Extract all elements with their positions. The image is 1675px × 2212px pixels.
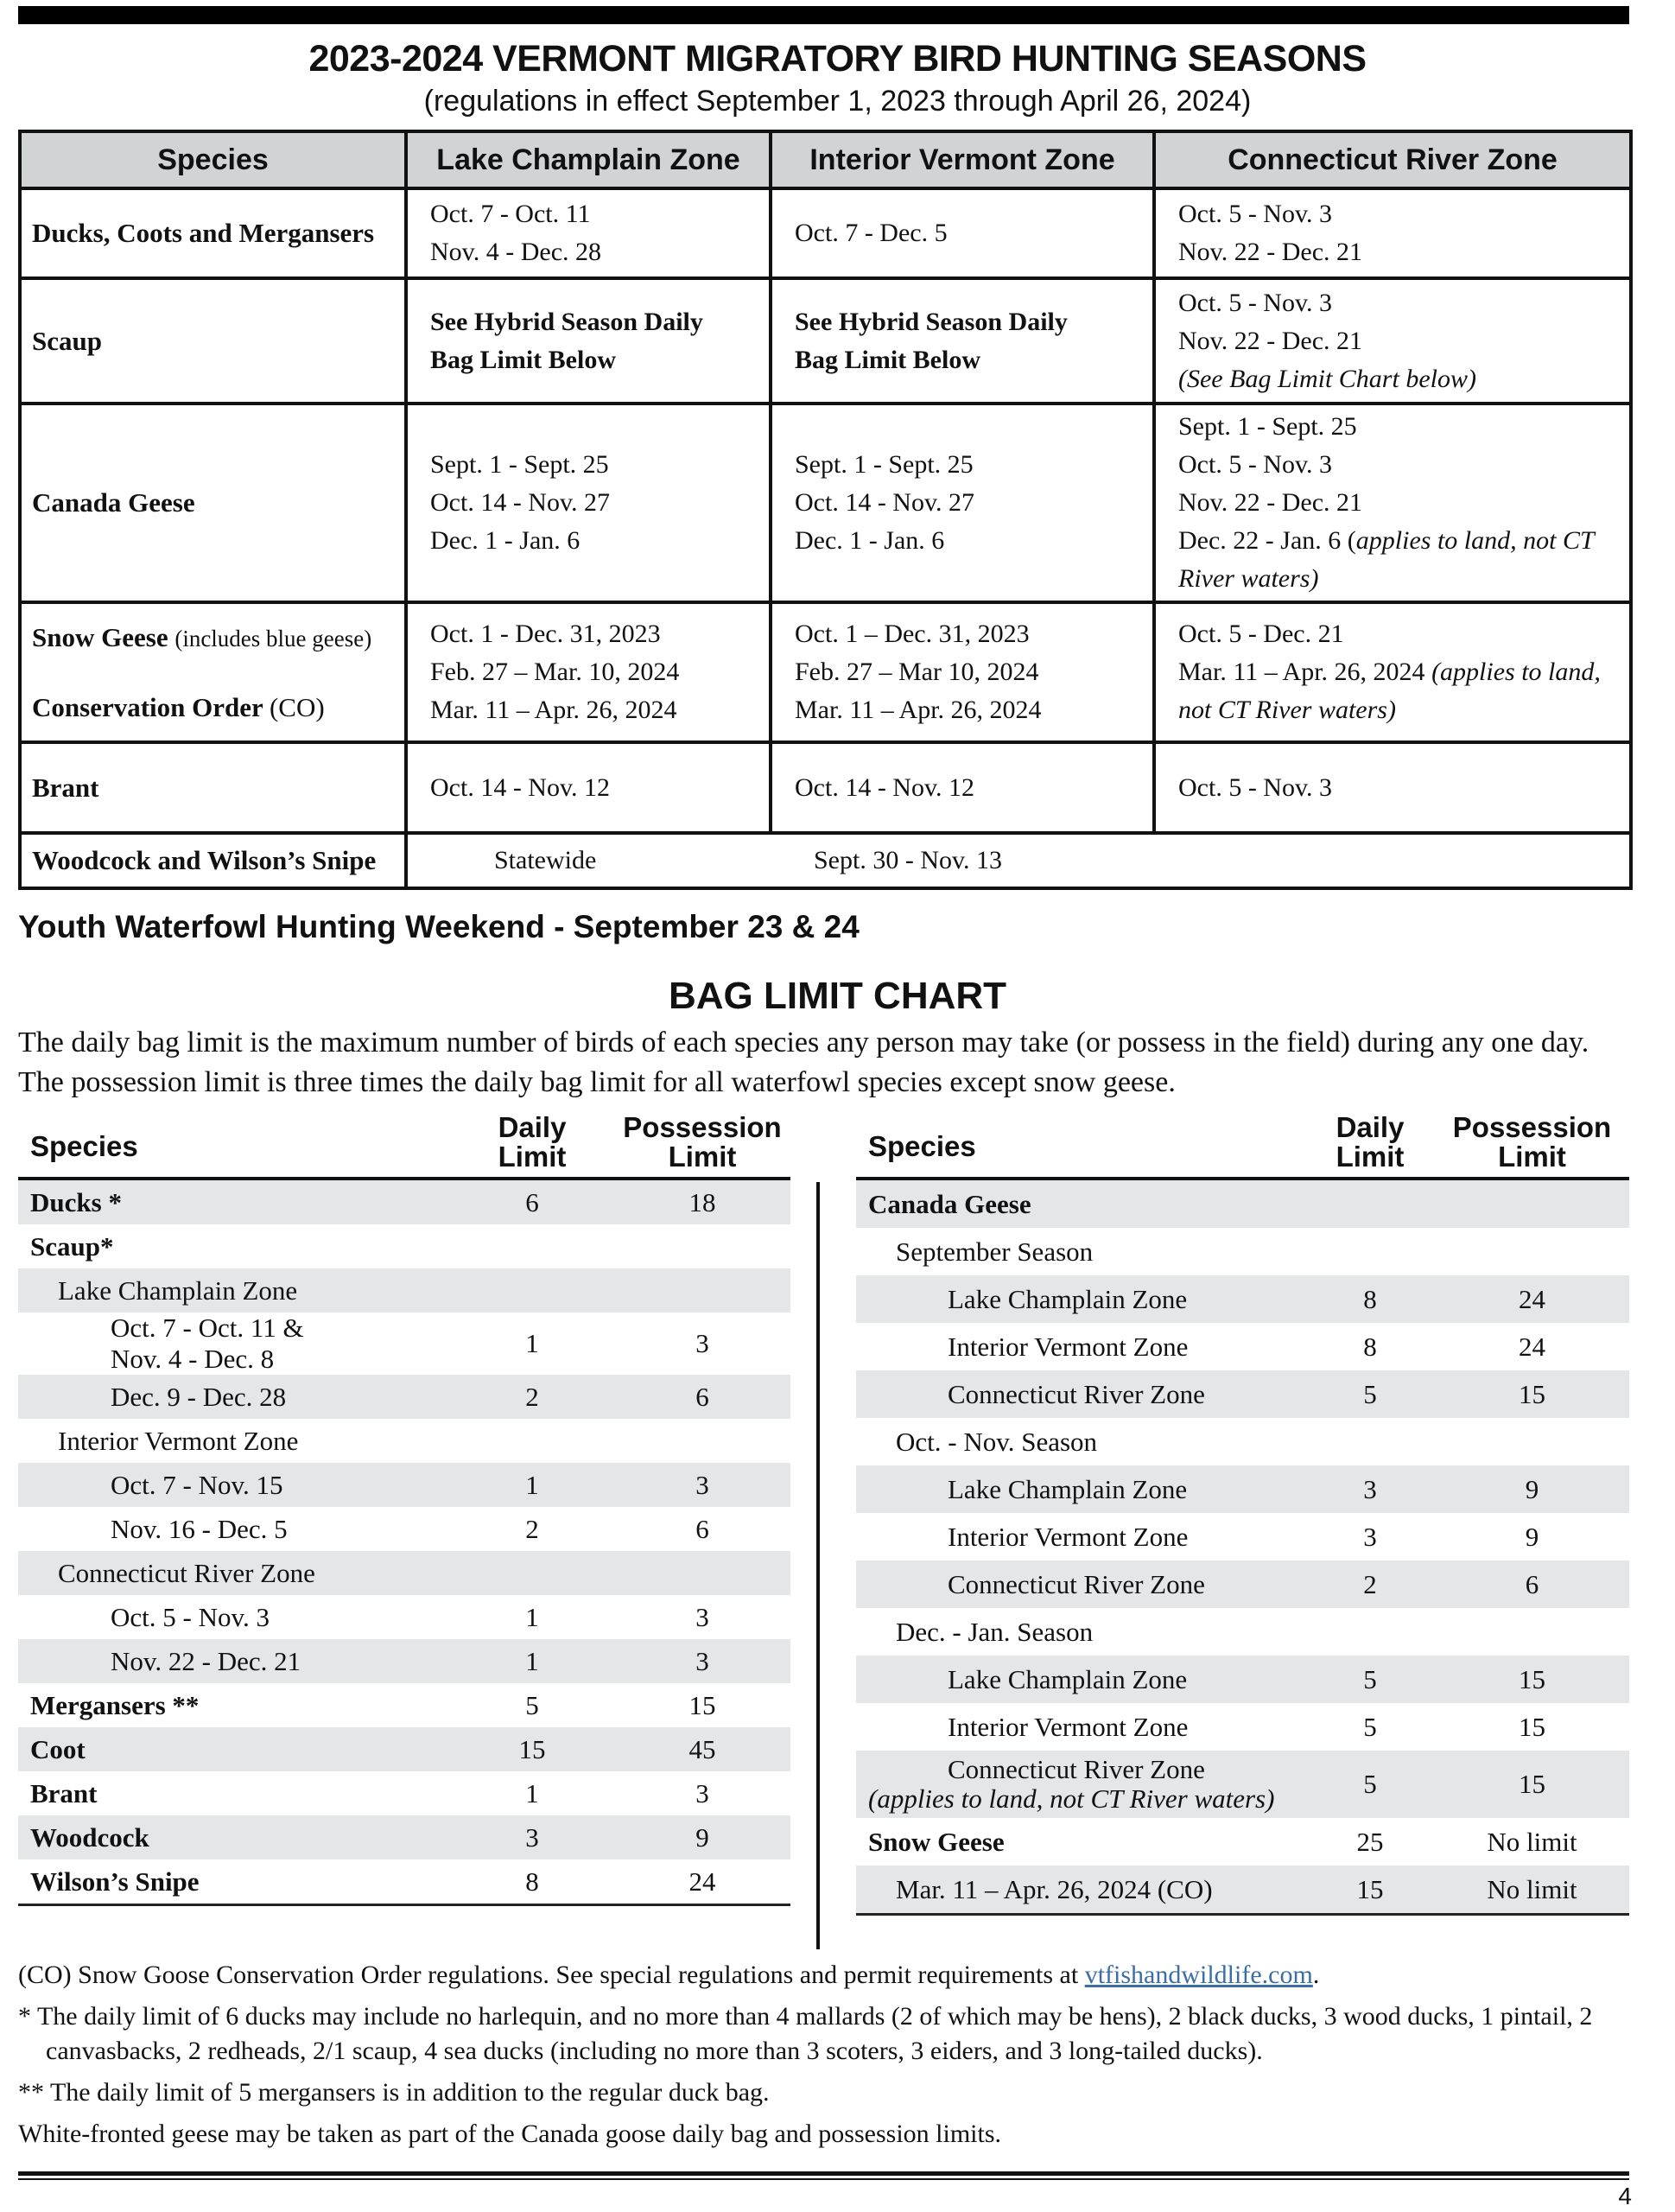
bag-species-cell: Lake Champlain Zone (856, 1656, 1305, 1703)
daily-limit-cell (1305, 1608, 1435, 1656)
bag-row (856, 1866, 1629, 1915)
possession-limit-cell: 15 (688, 1689, 716, 1720)
date-range: Oct. 5 - Nov. 3 (1178, 288, 1333, 317)
daily-limit-cell: 2 (1305, 1560, 1435, 1608)
punctuation: . (1312, 1961, 1320, 1989)
date-range: Mar. 11 – Apr. 26, 2024 (430, 696, 677, 724)
species-name (32, 619, 404, 658)
seasons-table (18, 130, 1633, 890)
possession-limit-cell (1435, 1228, 1629, 1275)
possession-limit-cell (1435, 1608, 1629, 1656)
bag-row (856, 1370, 1629, 1418)
daily-limit-cell (450, 1419, 614, 1463)
daily-limit-cell (1305, 1418, 1435, 1465)
bag-row (18, 1639, 790, 1683)
bag-species-cell: Connecticut River Zone (856, 1370, 1305, 1418)
possession-limit-cell (1435, 1179, 1629, 1228)
land-only-note: (applies to land, not CT River waters) (1178, 658, 1601, 724)
daily-limit-cell: 25 (1356, 1826, 1384, 1857)
bag-species-cell: Ducks * (18, 1179, 450, 1224)
column-header-interior-vermont: Interior Vermont Zone (771, 131, 1154, 188)
column-divider (816, 1182, 820, 1949)
bag-row (18, 1507, 790, 1551)
daily-limit-cell: 1 (450, 1463, 614, 1507)
bag-limit-reference: (See Bag Limit Chart below) (1178, 364, 1476, 393)
lake-champlain-cell (406, 404, 771, 602)
daily-limit-cell (1305, 1179, 1435, 1228)
possession-limit-cell (614, 1551, 790, 1595)
species-cell: Brant (20, 742, 406, 833)
header-line: Daily (498, 1111, 567, 1143)
date-range: Nov. 22 - Dec. 21 (1178, 488, 1363, 517)
possession-limit-cell: 3 (695, 1777, 709, 1808)
daily-limit-cell: 5 (1305, 1656, 1435, 1703)
bag-species-cell: Connecticut River Zone (18, 1551, 450, 1595)
possession-limit-cell: 3 (695, 1328, 709, 1358)
species-cell: Woodcock and Wilson’s Snipe (20, 833, 406, 888)
lake-champlain-cell (406, 602, 771, 742)
bag-row (18, 1463, 790, 1507)
possession-limit-cell: 15 (1435, 1656, 1629, 1703)
bag-row (856, 1418, 1629, 1465)
bottom-rule (18, 2171, 1629, 2176)
possession-limit-cell: 24 (1519, 1331, 1545, 1362)
bag-limit-table-geese (856, 1113, 1629, 1916)
bag-row (18, 1179, 790, 1224)
bag-row (18, 1771, 790, 1815)
bag-species-cell: Interior Vermont Zone (948, 1331, 1189, 1362)
bag-row (18, 1313, 790, 1375)
date-range: Oct. 5 - Nov. 3 (1178, 772, 1333, 802)
daily-limit-cell: 5 (1363, 1711, 1377, 1742)
footnotes (18, 1955, 1642, 2155)
ducks-footnote: * The daily limit of 6 ducks may include no harlequin, and no more than 4 mallards (2 of which may be hens), 2 black ducks, 3 wood ducks, 1 pintail, 2 canvasbacks, 2 redheads, 2/1 scaup, 4 sea ducks (including no more than 3 scoters, 3 eiders, and 3 long-tailed ducks). (18, 2002, 1593, 2065)
bag-table-body (18, 1179, 790, 1905)
daily-limit-cell: 5 (1305, 1751, 1435, 1818)
daily-limit-cell: 8 (1363, 1331, 1377, 1362)
possession-limit-cell: 45 (614, 1727, 790, 1771)
bag-row (18, 1268, 790, 1313)
date-range: Oct. 14 - Nov. 12 (795, 772, 975, 802)
species-cell: Scaup (20, 278, 406, 404)
date-range: Oct. 1 – Dec. 31, 2023 (795, 620, 1030, 648)
youth-weekend-heading: Youth Waterfowl Hunting Weekend - September 23 & 24 (18, 909, 860, 944)
header-line: Limit (668, 1141, 737, 1173)
bag-species-cell: Mergansers ** (30, 1689, 200, 1720)
lake-champlain-cell (406, 188, 771, 278)
bag-species-cell: Dec. 9 - Dec. 28 (18, 1375, 450, 1419)
bag-species-cell: Oct. 5 - Nov. 3 (111, 1601, 270, 1632)
interior-vermont-cell (771, 188, 1154, 278)
bag-row (856, 1560, 1629, 1608)
header-line: Possession (623, 1111, 782, 1143)
daily-limit-cell: 8 (1305, 1275, 1435, 1323)
species-name (32, 689, 404, 727)
species-cell: Ducks, Coots and Mergansers (20, 188, 406, 278)
daily-limit-cell: 8 (450, 1859, 614, 1905)
bottom-rule-thin (18, 2178, 1629, 2180)
daily-limit-cell: 3 (450, 1815, 614, 1859)
header-line: Daily (1336, 1111, 1405, 1143)
header-line: Limit (1336, 1141, 1405, 1173)
table-row (20, 404, 1631, 602)
statewide-cell (406, 833, 1631, 888)
possession-limit-cell: 24 (1435, 1275, 1629, 1323)
possession-limit-cell: 6 (1435, 1560, 1629, 1608)
header-line: Possession (1452, 1111, 1612, 1143)
daily-limit-cell: 3 (1305, 1465, 1435, 1513)
bag-species-cell: Canada Geese (856, 1179, 1305, 1228)
page-number: 4 (1618, 2183, 1632, 2209)
bag-row (18, 1375, 790, 1419)
table-row (20, 602, 1631, 742)
possession-limit-cell: 9 (1435, 1465, 1629, 1513)
date-range-with-note (1178, 522, 1629, 598)
date-range: Oct. 7 - Dec. 5 (795, 219, 948, 247)
bag-row (18, 1224, 790, 1268)
bag-species-cell: Coot (18, 1727, 450, 1771)
bag-table-body (856, 1179, 1629, 1915)
hybrid-season-note: See Hybrid Season Daily (795, 307, 1068, 336)
date-range: Nov. 22 - Dec. 21 (1178, 326, 1363, 355)
possession-limit-cell: 24 (614, 1859, 790, 1905)
daily-limit-cell: 5 (525, 1689, 539, 1720)
bag-species-cell: Scaup* (30, 1230, 114, 1262)
lake-champlain-cell (406, 742, 771, 833)
interior-vermont-cell (771, 742, 1154, 833)
daily-limit-cell: 3 (1363, 1521, 1377, 1552)
date-range: Oct. 14 - Nov. 27 (795, 488, 975, 517)
possession-limit-cell: 6 (695, 1513, 709, 1544)
column-header-daily-limit (450, 1113, 614, 1179)
daily-limit-cell: 1 (525, 1601, 539, 1632)
statewide-label: Statewide (494, 846, 597, 874)
bag-row (856, 1608, 1629, 1656)
daily-limit-cell (450, 1551, 614, 1595)
bag-row (856, 1818, 1629, 1866)
bag-row (856, 1751, 1629, 1818)
date-range: Oct. 5 - Dec. 21 (1178, 620, 1344, 648)
species-note: (CO) (269, 691, 325, 722)
daily-limit-cell: 2 (450, 1375, 614, 1419)
hybrid-season-note: See Hybrid Season Daily (430, 307, 703, 336)
bag-species-cell: Lake Champlain Zone (18, 1268, 450, 1313)
hybrid-season-note: Bag Limit Below (795, 345, 980, 374)
bag-row (856, 1513, 1629, 1560)
date-range: Oct. 5 - Nov. 3 (1178, 200, 1333, 228)
species-label: Snow Geese (32, 621, 168, 652)
bag-row (18, 1859, 790, 1905)
bag-species-cell: Woodcock (18, 1815, 450, 1859)
date-range: Nov. 22 - Dec. 21 (1178, 238, 1363, 266)
possession-limit-cell: 6 (614, 1375, 790, 1419)
possession-limit-cell: 9 (614, 1815, 790, 1859)
connecticut-river-cell (1154, 278, 1631, 404)
date-range: Sept. 1 - Sept. 25 (795, 450, 974, 479)
bag-species-cell: Nov. 22 - Dec. 21 (18, 1639, 450, 1683)
bag-row (18, 1815, 790, 1859)
bag-row (856, 1228, 1629, 1275)
daily-limit-cell: 15 (450, 1727, 614, 1771)
bag-row (18, 1551, 790, 1595)
date-range: Dec. 1 - Jan. 6 (795, 526, 945, 555)
date-range: Nov. 4 - Dec. 8 (111, 1344, 275, 1374)
bag-header-row (856, 1113, 1629, 1179)
daily-limit-cell (450, 1224, 614, 1268)
bag-row (18, 1419, 790, 1463)
bag-row (856, 1703, 1629, 1751)
bag-limit-title: BAG LIMIT CHART (668, 975, 1007, 1017)
bag-row (18, 1727, 790, 1771)
possession-limit-cell (614, 1268, 790, 1313)
co-footnote-text: (CO) Snow Goose Conservation Order regulations. See special regulations and permit requirements at (18, 1961, 1085, 1989)
possession-limit-cell: 3 (614, 1639, 790, 1683)
date-range: Mar. 11 – Apr. 26, 2024 (795, 696, 1042, 724)
bag-species-cell: Interior Vermont Zone (948, 1521, 1189, 1552)
lake-champlain-cell (406, 278, 771, 404)
possession-limit-cell: 9 (1525, 1521, 1539, 1552)
bag-limit-intro: The daily bag limit is the maximum number of birds of each species any person may take (or possess in the field) during any one day. The possession limit is three times the daily bag limit for all waterfowl species except snow geese. (18, 1027, 1589, 1098)
interior-vermont-cell (771, 278, 1154, 404)
possession-limit-cell: 15 (1435, 1751, 1629, 1818)
daily-limit-cell (1305, 1228, 1435, 1275)
spacer (32, 658, 404, 689)
bag-limit-table-ducks (18, 1113, 790, 1906)
date-range: Feb. 27 – Mar. 10, 2024 (430, 658, 680, 686)
bag-row (18, 1595, 790, 1639)
column-header-species: Species (856, 1113, 1305, 1179)
bag-row (856, 1275, 1629, 1323)
date-range: Mar. 11 – Apr. 26, 2024 (1178, 658, 1432, 686)
interior-vermont-cell (771, 602, 1154, 742)
bag-species-cell: Mar. 11 – Apr. 26, 2024 (CO) (856, 1866, 1305, 1915)
column-header-daily-limit (1305, 1113, 1435, 1179)
zone-label: Connecticut River Zone (948, 1754, 1205, 1784)
bag-row (856, 1323, 1629, 1370)
date-range: Oct. 7 - Oct. 11 (430, 200, 591, 228)
connecticut-river-cell (1154, 188, 1631, 278)
possession-limit-cell (1435, 1418, 1629, 1465)
date-range: Sept. 30 - Nov. 13 (814, 846, 1003, 874)
header-line: Limit (1498, 1141, 1566, 1173)
column-header-possession-limit (614, 1113, 790, 1179)
bag-row (856, 1656, 1629, 1703)
bag-species-cell (18, 1313, 450, 1375)
land-only-note: applies to land, not CT River waters) (1178, 526, 1595, 593)
bag-species-cell: Interior Vermont Zone (948, 1711, 1189, 1742)
table-row (20, 188, 1631, 278)
land-only-note: (applies to land, not CT River waters) (868, 1783, 1275, 1814)
date-range: Oct. 7 - Oct. 11 & (111, 1313, 304, 1343)
date-range: Feb. 27 – Mar 10, 2024 (795, 658, 1039, 686)
daily-limit-cell: 5 (1305, 1370, 1435, 1418)
possession-limit-cell (614, 1224, 790, 1268)
date-range: Oct. 14 - Nov. 27 (430, 488, 611, 517)
date-range: Dec. 22 - Jan. 6 ( (1178, 526, 1356, 555)
bag-species-cell: Connecticut River Zone (856, 1560, 1305, 1608)
column-header-lake-champlain: Lake Champlain Zone (406, 131, 771, 188)
daily-limit-cell: 6 (450, 1179, 614, 1224)
table-row (20, 742, 1631, 833)
date-range: Dec. 1 - Jan. 6 (430, 526, 581, 555)
bag-species-cell: Wilson’s Snipe (18, 1859, 450, 1905)
date-range: Oct. 5 - Nov. 3 (1178, 450, 1333, 479)
vtfishandwildlife-link[interactable]: vtfishandwildlife.com (1084, 1961, 1313, 1989)
possession-limit-cell: 15 (1435, 1370, 1629, 1418)
date-range: Oct. 14 - Nov. 12 (430, 772, 611, 802)
connecticut-river-cell (1154, 742, 1631, 833)
possession-limit-cell: 15 (1519, 1711, 1545, 1742)
co-footnote (18, 1955, 1642, 1996)
daily-limit-cell: 1 (525, 1777, 539, 1808)
bag-row (856, 1465, 1629, 1513)
daily-limit-cell: 1 (525, 1328, 539, 1358)
bag-row (856, 1179, 1629, 1228)
date-range: Sept. 1 - Sept. 25 (1178, 412, 1357, 441)
bag-species-cell: September Season (896, 1236, 1094, 1267)
daily-limit-cell: 1 (450, 1639, 614, 1683)
connecticut-river-cell (1154, 602, 1631, 742)
date-range: Nov. 4 - Dec. 28 (430, 238, 602, 266)
bag-species-cell: Nov. 16 - Dec. 5 (111, 1513, 288, 1544)
bag-species-cell: Lake Champlain Zone (856, 1275, 1305, 1323)
mergansers-footnote: ** The daily limit of 5 mergansers is in addition to the regular duck bag. (18, 2078, 770, 2107)
daily-limit-cell (450, 1268, 614, 1313)
bag-species-cell (856, 1751, 1305, 1818)
possession-limit-cell: 3 (614, 1463, 790, 1507)
page-title: 2023-2024 VERMONT MIGRATORY BIRD HUNTING SEASONS (308, 38, 1367, 79)
date-range: Oct. 1 - Dec. 31, 2023 (430, 620, 661, 648)
date-range: Sept. 1 - Sept. 25 (430, 450, 609, 479)
bag-species-cell: Interior Vermont Zone (58, 1425, 299, 1456)
bag-species-cell: Oct. 7 - Nov. 15 (18, 1463, 450, 1507)
species-label: Conservation Order (32, 691, 263, 722)
possession-limit-cell: 3 (695, 1601, 709, 1632)
bag-species-cell: Brant (30, 1777, 98, 1808)
bag-species-cell: Snow Geese (868, 1826, 1005, 1857)
date-range-with-note (1178, 653, 1629, 729)
bag-species-cell: Dec. - Jan. Season (896, 1616, 1094, 1647)
possession-limit-cell (614, 1419, 790, 1463)
possession-limit-cell: No limit (1435, 1866, 1629, 1915)
connecticut-river-cell (1154, 404, 1631, 602)
species-cell (20, 602, 406, 742)
daily-limit-cell: 15 (1305, 1866, 1435, 1915)
table-row (20, 278, 1631, 404)
species-note: (includes blue geese) (174, 625, 372, 652)
possession-limit-cell: 18 (614, 1179, 790, 1224)
page-subtitle: (regulations in effect September 1, 2023 through April 26, 2024) (423, 85, 1252, 118)
column-header-connecticut-river: Connecticut River Zone (1154, 131, 1631, 188)
species-cell: Canada Geese (20, 404, 406, 602)
column-header-species: Species (18, 1113, 450, 1179)
column-header-possession-limit (1435, 1113, 1629, 1179)
header-line: Limit (498, 1141, 567, 1173)
white-fronted-footnote: White-fronted geese may be taken as part of the Canada goose daily bag and possession limits. (18, 2120, 1002, 2148)
bag-species-cell: Lake Champlain Zone (856, 1465, 1305, 1513)
seasons-header-row (20, 131, 1631, 188)
column-header-species: Species (20, 131, 406, 188)
possession-limit-cell: No limit (1487, 1826, 1577, 1857)
bag-header-row (18, 1113, 790, 1179)
bag-species-cell: Oct. - Nov. Season (896, 1426, 1098, 1457)
table-row (20, 833, 1631, 888)
daily-limit-cell: 2 (525, 1513, 539, 1544)
top-rule (18, 6, 1629, 24)
bag-row (18, 1683, 790, 1727)
hybrid-season-note: Bag Limit Below (430, 345, 616, 374)
interior-vermont-cell (771, 404, 1154, 602)
